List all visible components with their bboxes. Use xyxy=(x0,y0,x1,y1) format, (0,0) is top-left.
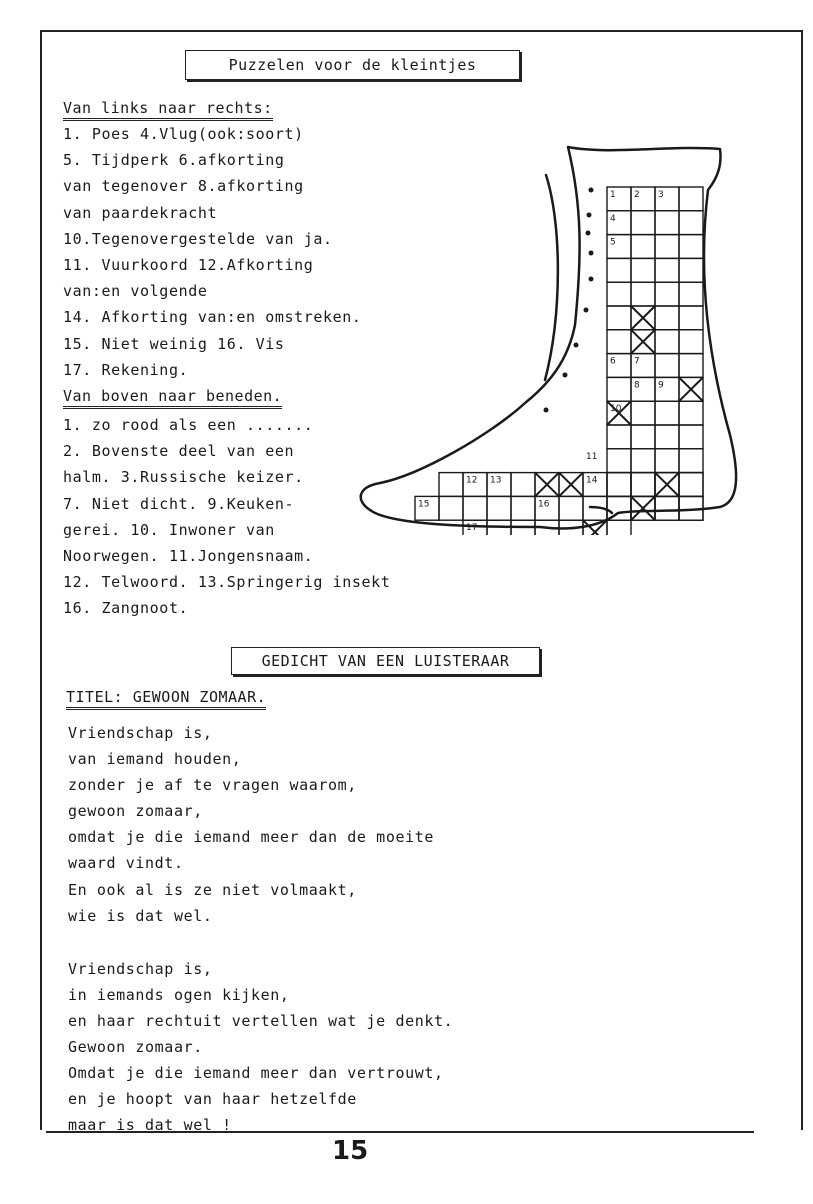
grid-number: 9 xyxy=(658,380,664,391)
grid-cell xyxy=(607,258,631,282)
grid-cell xyxy=(679,330,703,354)
clue-line: 5. Tijdperk 6.afkorting xyxy=(63,151,285,170)
clue-line: halm. 3.Russische keizer. xyxy=(63,468,304,487)
boot-shaft-line xyxy=(545,175,558,380)
grid-cell xyxy=(655,449,679,473)
puzzle-title-box xyxy=(185,50,520,80)
boot-crossword xyxy=(350,135,745,535)
grid-cell xyxy=(655,401,679,425)
clue-line: Noorwegen. 11.Jongensnaam. xyxy=(63,546,314,565)
grid-cell xyxy=(487,496,511,520)
grid-cell xyxy=(679,235,703,259)
clue-line: van tegenover 8.afkorting xyxy=(63,177,304,196)
poem-line: En ook al is ze niet volmaakt, xyxy=(68,880,357,899)
grid-cell xyxy=(607,520,631,535)
grid-number: 12 xyxy=(466,475,478,486)
clue-line: 10.Tegenovergestelde van ja. xyxy=(63,229,333,248)
grid-cell xyxy=(559,496,583,520)
grid-cell xyxy=(631,401,655,425)
grid-cell xyxy=(439,473,463,497)
clue-line: 1. zo rood als een ....... xyxy=(63,416,314,434)
poem-line: Gewoon zomaar. xyxy=(68,1038,203,1057)
poem-section-title-box xyxy=(231,647,540,675)
poem-line: en haar rechtuit vertellen wat je denkt. xyxy=(68,1011,454,1030)
grid-cell xyxy=(679,282,703,306)
grid-number: 10 xyxy=(610,404,622,415)
grid-number: 14 xyxy=(586,475,598,486)
puzzle-title: Puzzelen voor de kleintjes xyxy=(228,56,477,74)
grid-cell xyxy=(679,211,703,235)
grid-cell xyxy=(439,496,463,520)
grid-cell xyxy=(679,187,703,211)
grid-cell xyxy=(655,306,679,330)
grid-number: 13 xyxy=(490,475,502,486)
grid-cell xyxy=(607,377,631,401)
grid-cell xyxy=(655,425,679,449)
grid-cell xyxy=(679,473,703,497)
poem-line: wie is dat wel. xyxy=(68,906,213,925)
grid-cell xyxy=(679,354,703,378)
poem-lines xyxy=(68,720,453,1138)
poem-line: en je hoopt van haar hetzelfde xyxy=(68,1090,357,1109)
grid-cell xyxy=(607,449,631,473)
poem-title: TITEL: GEWOON ZOMAAR. xyxy=(66,687,266,710)
grid-cell xyxy=(607,306,631,330)
poem-line: zonder je af te vragen waarom, xyxy=(68,776,357,795)
grid-cell xyxy=(631,449,655,473)
grid-cell xyxy=(679,401,703,425)
grid-cell xyxy=(631,282,655,306)
crossword-grid xyxy=(415,187,703,535)
grid-cell xyxy=(511,473,535,497)
poem-line: Vriendschap is, xyxy=(68,959,213,978)
clue-line: 17. Rekening. xyxy=(63,360,189,379)
grid-cell xyxy=(607,330,631,354)
poem-section-title: GEDICHT VAN EEN LUISTERAAR xyxy=(261,652,510,670)
poem-line: Omdat je die iemand meer dan vertrouwt, xyxy=(68,1064,444,1083)
grid-cell xyxy=(655,211,679,235)
poem-line: Vriendschap is, xyxy=(68,724,213,742)
grid-cell xyxy=(679,425,703,449)
grid-number: 2 xyxy=(634,190,640,200)
clue-line: 2. Bovenste deel van een xyxy=(63,442,295,461)
clue-line: 7. Niet dicht. 9.Keuken- xyxy=(63,494,295,513)
grid-number: 7 xyxy=(634,356,640,367)
clue-line: van:en volgende xyxy=(63,282,208,301)
grid-number: 5 xyxy=(610,237,616,248)
clue-line: 11. Vuurkoord 12.Afkorting xyxy=(63,255,314,274)
grid-cell xyxy=(679,258,703,282)
clue-line: 15. Niet weinig 16. Vis xyxy=(63,334,285,353)
grid-cell xyxy=(631,425,655,449)
down-clues xyxy=(63,412,390,622)
clue-line: 1. Poes 4.Vlug(ook:soort) xyxy=(63,125,304,143)
grid-cell xyxy=(655,354,679,378)
grid-cell xyxy=(655,258,679,282)
down-heading: Van boven naar beneden. xyxy=(63,386,282,409)
grid-cell xyxy=(631,473,655,497)
across-clues xyxy=(63,121,362,383)
grid-cell xyxy=(655,330,679,354)
grid-cell xyxy=(607,473,631,497)
grid-number: 11 xyxy=(586,451,598,462)
grid-number: 15 xyxy=(418,499,430,510)
grid-cell xyxy=(655,496,679,520)
poem-line: van iemand houden, xyxy=(68,750,242,769)
clue-line: 12. Telwoord. 13.Springerig insekt xyxy=(63,573,391,592)
grid-cell xyxy=(655,496,679,520)
grid-cell xyxy=(679,306,703,330)
poem-line: omdat je die iemand meer dan de moeite xyxy=(68,828,434,847)
grid-cell xyxy=(631,258,655,282)
clue-line: 14. Afkorting van:en omstreken. xyxy=(63,308,362,327)
clue-line: 16. Zangnoot. xyxy=(63,599,189,618)
page-number: 15 xyxy=(332,1136,369,1166)
grid-cell xyxy=(655,235,679,259)
grid-number: 6 xyxy=(610,356,616,367)
grid-cell xyxy=(607,473,631,497)
poem-line: gewoon zomaar, xyxy=(68,802,203,821)
across-heading: Van links naar rechts: xyxy=(63,98,273,121)
boot-outline xyxy=(361,147,736,528)
grid-number: 8 xyxy=(634,380,640,391)
grid-cell xyxy=(631,211,655,235)
grid-number: 16 xyxy=(538,499,550,510)
clue-line: van paardekracht xyxy=(63,203,218,222)
poem-line: in iemands ogen kijken, xyxy=(68,985,290,1004)
grid-cell xyxy=(463,496,487,520)
grid-number: 4 xyxy=(610,213,616,224)
grid-cell xyxy=(655,282,679,306)
grid-cell xyxy=(631,235,655,259)
grid-number: 17 xyxy=(466,523,478,534)
grid-cell xyxy=(607,282,631,306)
grid-cell xyxy=(679,473,703,497)
grid-cell xyxy=(511,496,535,520)
poem-line xyxy=(68,929,453,956)
grid-cell xyxy=(607,425,631,449)
boot-heel-line xyxy=(590,507,612,513)
clue-line: gerei. 10. Inwoner van xyxy=(63,520,275,539)
grid-number: 3 xyxy=(658,190,664,200)
grid-cell xyxy=(631,473,655,497)
grid-number: 1 xyxy=(610,190,616,200)
poem-line: waard vindt. xyxy=(68,854,184,873)
poem-line: maar is dat wel ! xyxy=(68,1116,232,1135)
grid-cell xyxy=(679,449,703,473)
